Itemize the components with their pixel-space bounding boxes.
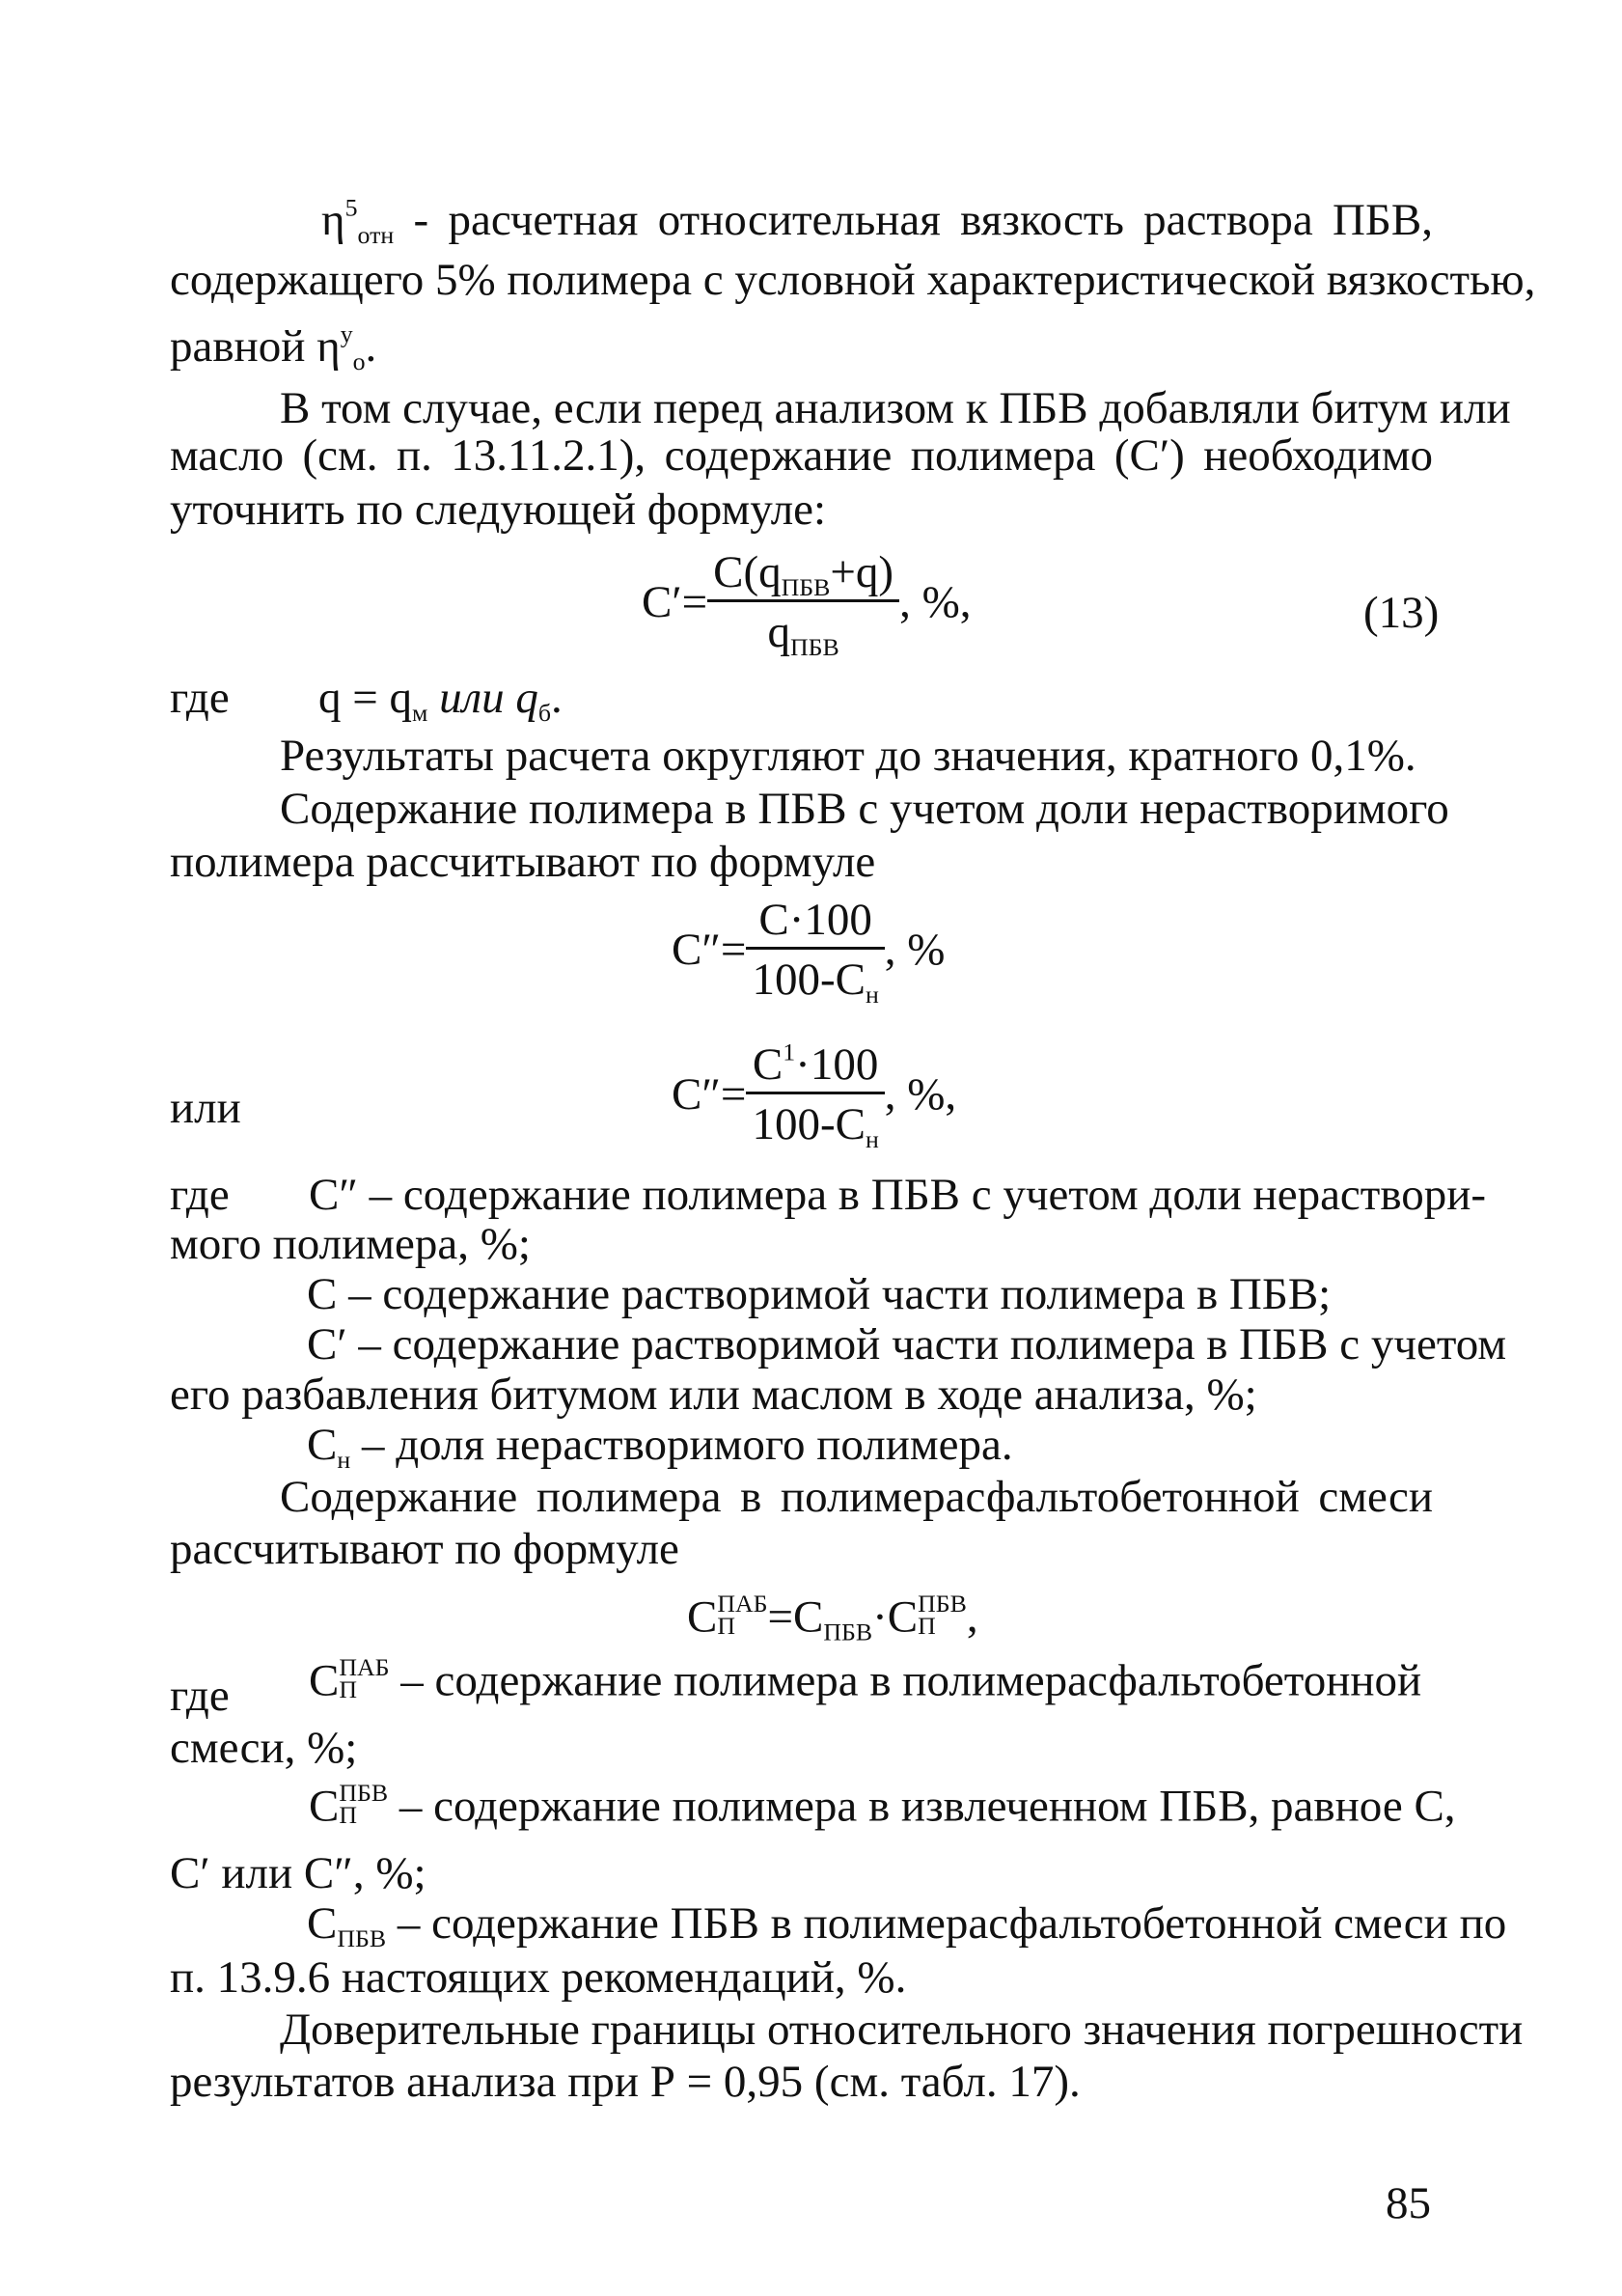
paragraph-bitumen-line-1: В том случае, если перед анализом к ПБВ добавляли битум или (280, 383, 1511, 433)
paragraph-bitumen-line-3: уточнить по следующей формуле: (170, 484, 827, 535)
def-c-double-prime-line-1: С″ – содержание полимера в ПБВ с учетом доли нераствори- (309, 1170, 1487, 1220)
def-polymer-in-mix-line-1: С ПАБ П – содержание полимера в полимерасфальтобетонной (309, 1653, 1422, 1706)
insoluble-paragraph-line-1: Содержание полимера в ПБВ с учетом доли нерастворимого (280, 784, 1449, 834)
def-polymer-in-binder-line-1: С ПБВ П – содержание полимера в извлеченном ПБВ, равное С, (309, 1779, 1456, 1832)
def-c-prime-line-2: его разбавления битумом или маслом в ходе анализа, %; (170, 1369, 1257, 1420)
def-c-double-prime-line-2: мого полимера, %; (170, 1219, 531, 1269)
eta-definition-line-1: $\eta^5_{отн}$ - расчетная относительная вязкость раствора ПБВ, (321, 193, 1433, 250)
def-c: С – содержание растворимой части полимера в ПБВ; (307, 1269, 1332, 1319)
page-number: 85 (1386, 2178, 1431, 2228)
asphalt-paragraph-line-1: Содержание полимера в полимерасфальтобетонной смеси (280, 1472, 1433, 1522)
formula-c-double-prime-alt: С″= $\frac{С^1\cdot 100}{100-С_н}$ , %, (672, 1037, 957, 1154)
def-c-prime-line-1: С′ – содержание растворимой части полимера в ПБВ с учетом (307, 1319, 1507, 1369)
formula-13-number: (13) (1363, 588, 1440, 638)
insoluble-paragraph-line-2: полимера рассчитывают по формуле (170, 837, 876, 887)
def-polymer-in-binder-line-2: С′ или С″, %; (170, 1848, 426, 1898)
confidence-paragraph-line-2: результатов анализа при Р = 0,95 (см. табл. 17). (170, 2057, 1081, 2107)
formula-c-double-prime: С″= $\frac{С\cdot 100}{100-С_н}$ , % (672, 895, 946, 1010)
or-label: или (170, 1083, 241, 1133)
where-label-c-double-prime: где (170, 1170, 230, 1220)
def-binder-in-mix-line-2: п. 13.9.6 настоящих рекомендаций, %. (170, 1952, 907, 2003)
asphalt-paragraph-line-2: рассчитывают по формуле (170, 1524, 679, 1574)
def-polymer-in-mix-line-2: смеси, %; (170, 1723, 358, 1773)
where-label-polymer-in-mix: где (170, 1671, 230, 1721)
def-binder-in-mix-line-1: $С_{ПБВ}$ – содержание ПБВ в полимерасфальтобетонной смеси по (307, 1898, 1507, 1953)
rounding-note: Результаты расчета округляют до значения, кратного 0,1%. (280, 731, 1416, 781)
confidence-paragraph-line-1: Доверительные границы относительного значения погрешности (280, 2005, 1524, 2055)
formula-polymer-in-mix: С ПАБ П $=С_{ПБВ}\cdot С$ ПБВ П , (687, 1590, 978, 1646)
eta-definition-line-2: содержащего 5% полимера с условной характеристической вязкостью, (170, 255, 1536, 305)
q-definition: $q = q_м$ или $q_б$. (318, 673, 563, 728)
where-label-q: где (170, 673, 230, 723)
paragraph-bitumen-line-2: масло (см. п. 13.11.2.1), содержание полимера (С′) необходимо (170, 430, 1433, 481)
formula-13: С′= $\frac{С(q_{ПБВ}+q)}{q_{ПБВ}}$ , %, (642, 547, 972, 662)
eta-symbol: η (321, 195, 345, 245)
eta-definition-line-3: равной $\eta^у_о$. (170, 319, 377, 376)
def-c-insoluble: $С_н$ – доля нерастворимого полимера. (307, 1420, 1013, 1475)
